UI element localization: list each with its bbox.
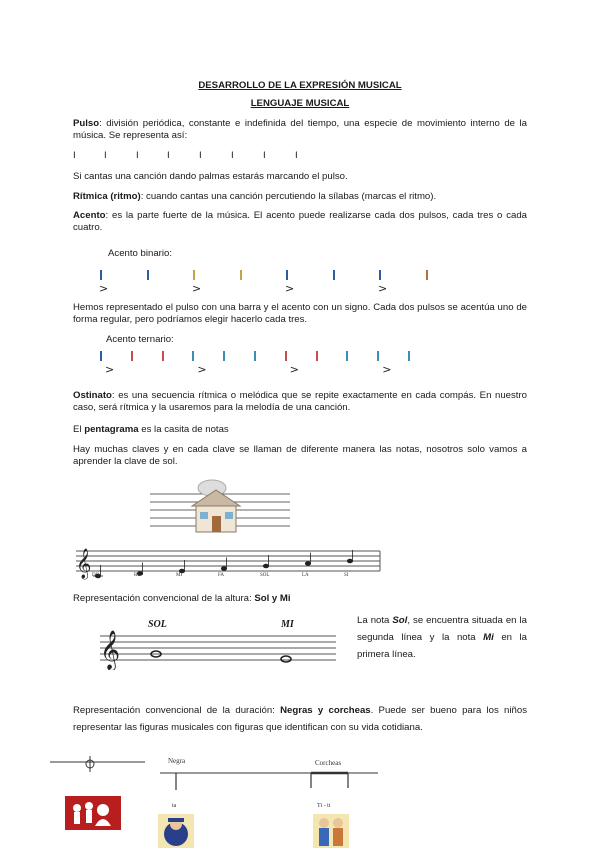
accent-sign: > xyxy=(382,363,392,376)
pulse-bar xyxy=(426,270,428,280)
treble-clef-icon: 𝄞 xyxy=(100,630,121,670)
pulse-bar xyxy=(240,270,242,280)
ritmica-text: : cuando cantas una canción percutiendo la sílabas (marcas el ritmo). xyxy=(140,191,437,202)
blue-character-illustration xyxy=(158,814,194,848)
pentagrama-pre: El xyxy=(73,424,85,435)
pulse-bar xyxy=(346,351,348,361)
scale-note xyxy=(305,562,310,566)
acento-term: Acento xyxy=(73,210,106,221)
pentagrama-post: es la casita de notas xyxy=(138,424,229,435)
puppet-theatre-illustration xyxy=(65,796,121,830)
scale-note xyxy=(263,564,268,568)
pulse-bar xyxy=(100,351,102,361)
note-name: LA xyxy=(302,573,309,578)
ternario-label: Acento ternario: xyxy=(106,334,174,345)
duracion-paragraph xyxy=(73,702,527,736)
ostinato-paragraph xyxy=(73,390,527,414)
accent-sign: > xyxy=(289,363,300,376)
pulse-bar xyxy=(223,351,225,361)
mi-label: MI xyxy=(281,619,294,630)
pulse-bar xyxy=(316,351,318,361)
duracion-pre: Representación convencional de la duración: xyxy=(73,705,281,716)
scale-note xyxy=(347,559,352,563)
desc-b: , se encuentra situada en la segunda línea y la nota xyxy=(357,615,527,643)
ternario-accents xyxy=(100,363,440,377)
accent-sign: > xyxy=(99,282,109,295)
altura-description xyxy=(357,612,527,663)
pulse-bar xyxy=(286,270,288,280)
desc-sol: Sol xyxy=(392,615,408,626)
house-staff-illustration xyxy=(150,476,290,536)
pulso-mark: I xyxy=(295,150,298,161)
negra-label: Negra xyxy=(168,757,186,765)
desc-mi: Mi xyxy=(483,632,494,643)
note-name: SOL xyxy=(260,573,270,578)
scale-note xyxy=(221,567,226,571)
accent-sign: > xyxy=(197,363,207,376)
pulso-mark: I xyxy=(104,150,107,161)
note-names xyxy=(74,573,384,583)
two-children-illustration xyxy=(313,814,349,848)
pentagrama-paragraph xyxy=(73,424,527,436)
treble-clef-icon: 𝄞 xyxy=(76,549,92,579)
altura-heading xyxy=(73,593,291,605)
pulso-mark: I xyxy=(136,150,139,161)
acento-text: : es la parte fuerte de la música. El acento puede realizarse cada dos pulsos, cada tres o cada cuatro. xyxy=(73,210,527,233)
pulso-mark: I xyxy=(73,150,76,161)
pulse-bar xyxy=(193,270,195,280)
acento-after: Hemos representado el pulso con una barra y el acento con un signo. Cada dos pulsos se acentúa uno de forma regular, pero podríamos elegir hacerlo cada tres. xyxy=(73,302,527,325)
ostinato-term: Ostinato xyxy=(73,390,112,401)
binario-label: Acento binario: xyxy=(108,248,172,259)
pulse-bar xyxy=(408,351,410,361)
sol-mi-staff xyxy=(98,614,338,670)
duracion-post: . Puede ser bueno para los niños representar las figuras musicales con figuras que identifican con su vida cotidiana. xyxy=(73,705,527,733)
pulse-bar xyxy=(285,351,287,361)
binario-accents xyxy=(100,282,440,296)
pulse-bar xyxy=(333,270,335,280)
note-name: RE xyxy=(134,573,141,578)
pulso-mark: I xyxy=(199,150,202,161)
pentagrama-term: pentagrama xyxy=(84,424,139,435)
note-name: SI xyxy=(344,573,349,578)
pulse-bar xyxy=(147,270,149,280)
page-title: DESARROLLO DE LA EXPRESIÓN MUSICAL xyxy=(198,80,402,91)
note-name: MI xyxy=(176,573,183,578)
ternario-bars xyxy=(100,351,440,363)
pulso-text: : división periódica, constante e indefinida del tiempo, una especie de movimiento interno de la música. Se representa así: xyxy=(73,118,527,141)
desc-a: La nota xyxy=(357,615,393,626)
ritmica-term: Rítmica (ritmo) xyxy=(73,191,141,202)
pulso-line2: Si cantas una canción dando palmas estarás marcando el pulso. xyxy=(73,171,348,182)
accent-sign: > xyxy=(285,282,295,295)
pulse-bar xyxy=(379,270,381,280)
pulse-bar xyxy=(131,351,133,361)
accent-sign: > xyxy=(105,363,115,376)
ritmica-paragraph xyxy=(73,191,527,203)
pulse-bar xyxy=(192,351,194,361)
duracion-term: Negras y corcheas xyxy=(280,705,371,716)
note-name: FA xyxy=(218,573,225,578)
page-subtitle: LENGUAJE MUSICAL xyxy=(250,98,350,109)
house-icon xyxy=(192,480,240,532)
binario-bars xyxy=(100,270,440,282)
corcheas-label: Corcheas xyxy=(315,759,342,767)
pulso-paragraph xyxy=(73,118,527,142)
mi-whole-note xyxy=(281,656,291,662)
sol-label: SOL xyxy=(148,619,167,630)
pulso-term: Pulso xyxy=(73,118,100,129)
altura-pre: Representación convencional de la altura: xyxy=(73,593,255,604)
pulso-mark: I xyxy=(167,150,170,161)
pulse-bar xyxy=(100,270,102,280)
acento-paragraph xyxy=(73,210,527,234)
ta-label: ta xyxy=(172,803,177,809)
pulse-bar xyxy=(377,351,379,361)
altura-term: Sol y Mi xyxy=(254,593,291,604)
ti-label: Ti - ti xyxy=(317,803,331,809)
desc-c: en la primera línea. xyxy=(357,632,527,660)
ostinato-text: : es una secuencia rítmica o melódica que se repite exactamente en cada compás. En nuestro caso, será rítmica y la usaremos para la melodía de una canción. xyxy=(73,390,527,413)
note-name: DO xyxy=(92,573,100,578)
pulse-bar xyxy=(162,351,164,361)
pulse-bar xyxy=(254,351,256,361)
accent-sign: > xyxy=(192,282,202,295)
claves-paragraph: Hay muchas claves y en cada clave se llaman de diferente manera las notas, nosotros solo vamos a aprender la clave de sol. xyxy=(73,444,527,467)
pulso-mark: I xyxy=(231,150,234,161)
accent-sign: > xyxy=(378,282,388,295)
pulso-mark: I xyxy=(263,150,266,161)
